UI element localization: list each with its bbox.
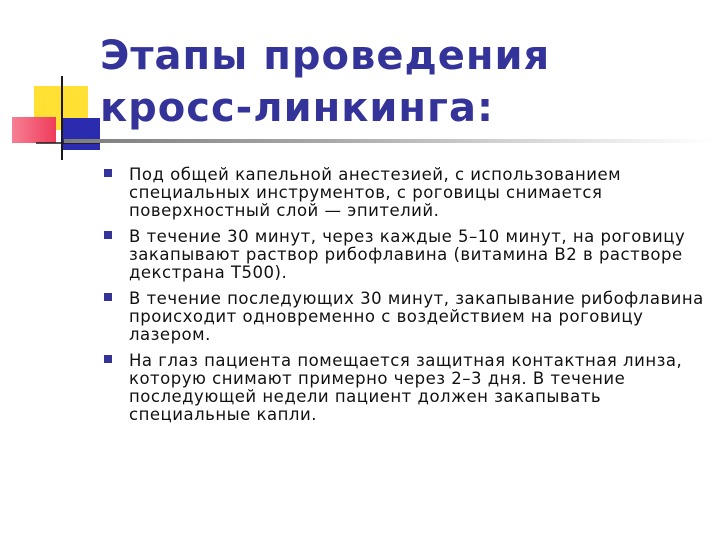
bullet-list — [104, 166, 704, 432]
square-bullet-icon — [104, 169, 112, 177]
bullet-text: Под общей капельной анестезией, с использованием специальных инструментов, с роговицы снимается поверхностный слой — эпителий. — [129, 165, 622, 220]
square-bullet-icon — [104, 231, 112, 239]
bullet-item — [104, 290, 704, 344]
bullet-item — [104, 352, 704, 424]
bullet-text: В течение 30 минут, через каждые 5–10 минут, на роговицу закапывают раствор рибофлавина (витамина B2 в растворе декстрана T500). — [129, 227, 686, 282]
slide-title — [100, 30, 700, 134]
square-bullet-icon — [104, 355, 112, 363]
slide-title-line-1: Этапы проведения — [100, 33, 551, 79]
slide-title-line-2: кросс-линкинга: — [100, 85, 494, 131]
bullet-text: На глаз пациента помещается защитная контактная линза, которую снимают примерно через 2–3 дня. В течение последующей недели пациент должен закапывать специальные капли. — [129, 351, 683, 424]
bullet-item — [104, 228, 704, 282]
square-bullet-icon — [104, 293, 112, 301]
bullet-text: В течение последующих 30 минут, закапывание рибофлавина происходит одновременно с воздействием на роговицу лазером. — [129, 289, 704, 344]
color-blocks-decoration-icon — [0, 0, 110, 170]
title-divider — [64, 139, 714, 143]
bullet-item — [104, 166, 704, 220]
